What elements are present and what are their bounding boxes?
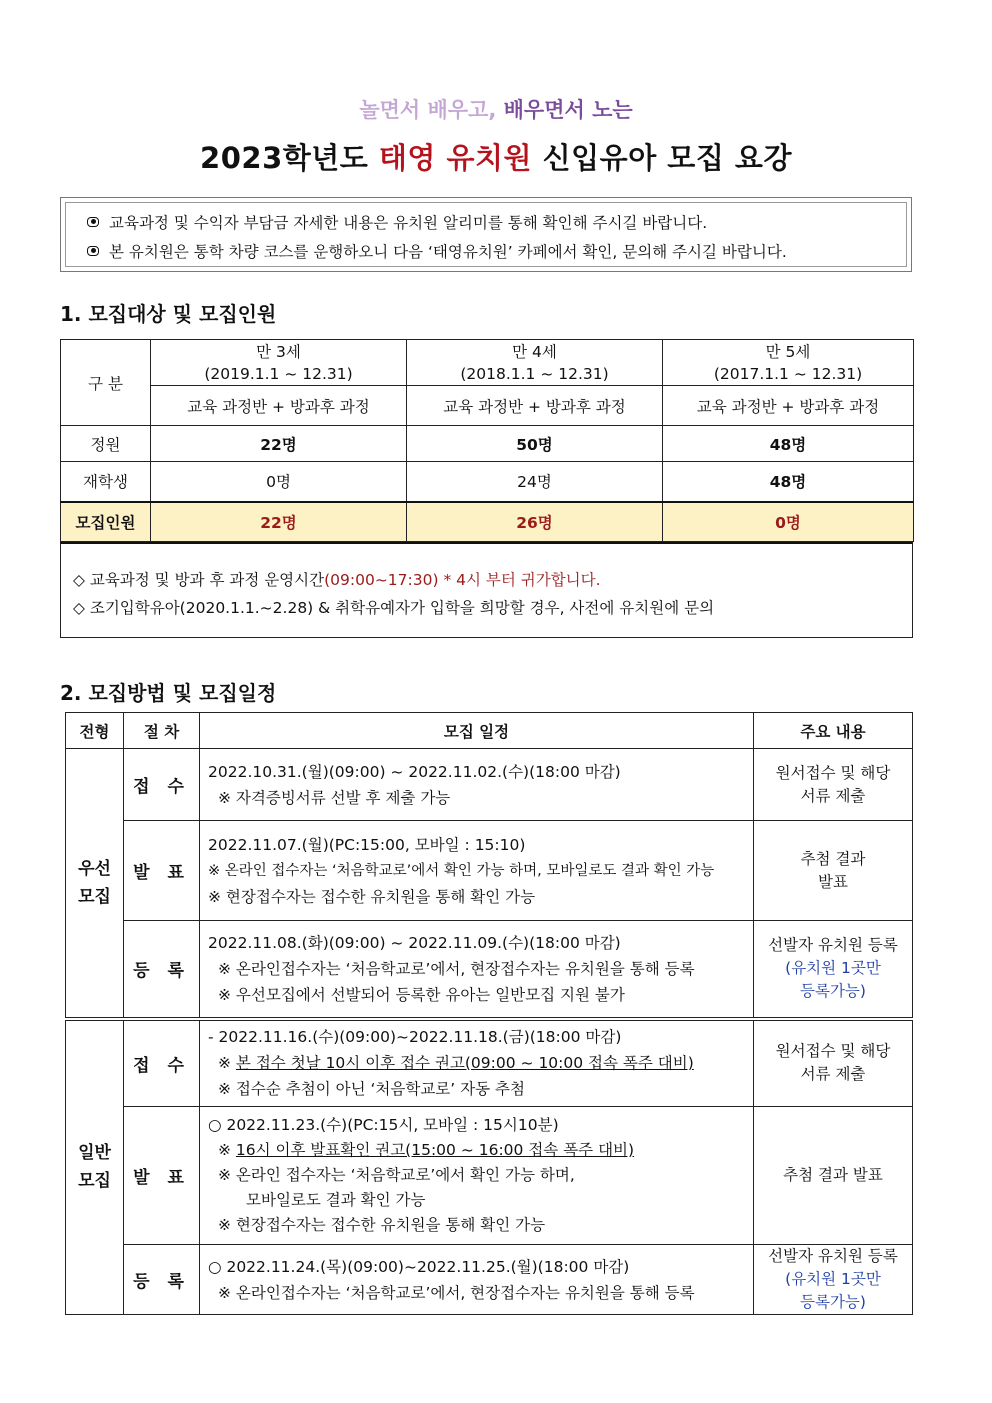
schedule-line: [208, 1050, 753, 1076]
note-2: ◇ 조기입학유아(2020.1.1.~2.28) & 취학유예자가 입학을 희망할 경우, 사전에 유치원에 문의: [73, 599, 715, 617]
age-range: (2018.1.1 ~ 12.31): [460, 364, 609, 383]
title-red: 태영 유치원: [378, 141, 533, 175]
schedule-line: ○ 2022.11.23.(수)(PC:15시, 모바일 : 15시10분): [208, 1116, 559, 1134]
schedule-cell: [200, 1019, 754, 1107]
schedule-table: [65, 712, 913, 1315]
schedule-line: ※ 접수순 추첨이 아닌 ‘처음학교로’ 자동 추첨: [218, 1080, 525, 1099]
group-label: 모집: [78, 886, 111, 907]
content-line: (유치원 1곳만: [785, 1270, 881, 1288]
content-line: 서류 제출: [800, 1065, 866, 1084]
header-content: 주요 내용: [754, 713, 913, 749]
corner-label: 구 분: [61, 340, 151, 426]
content-line: 선발자 유치원 등록: [768, 936, 898, 955]
schedule-line: 모바일로도 결과 확인 가능: [246, 1191, 426, 1209]
schedule-line: ※ 온라인 접수자는 ‘처음학교로’에서 확인 가능 하며,: [218, 1166, 575, 1184]
table-cell: 50명: [407, 426, 663, 462]
age-name: 만 5세: [765, 342, 811, 361]
enrollment-table: [60, 339, 914, 542]
section-1-heading: 1. 모집대상 및 모집인원: [60, 302, 277, 326]
step-label: 접 수: [124, 749, 200, 821]
page-title: [0, 136, 992, 177]
schedule-line: ※ 온라인접수자는 ‘처음학교로’에서, 현장접수자는 유치원을 통해 등록: [218, 959, 695, 978]
age-name: 만 4세: [512, 342, 557, 361]
step-label: 접 수: [124, 1019, 200, 1107]
note-1-text: ◇ 교육과정 및 방과 후 과정 운영시간: [73, 571, 325, 589]
schedule-cell: [200, 821, 754, 921]
content-line: 추첨 결과 발표: [783, 1166, 883, 1184]
content-line: (유치원 1곳만: [785, 959, 881, 978]
notice-line-2: [87, 240, 787, 262]
age-header: [663, 340, 914, 386]
schedule-cell: [200, 921, 754, 1019]
note-1: [73, 568, 601, 590]
notice-line-1: [87, 211, 707, 233]
header-type: 전형: [66, 713, 124, 749]
age-range: (2017.1.1 ~ 12.31): [713, 364, 863, 383]
title-post: 신입유아 모집 요강: [532, 141, 792, 175]
schedule-cell: [200, 749, 754, 821]
table-cell: 48명: [663, 462, 914, 502]
content-cell: [754, 1245, 913, 1315]
age-header: [407, 340, 663, 386]
table-cell: 0명: [663, 502, 914, 542]
row-label: 재학생: [61, 462, 151, 502]
schedule-line: ※ 우선모집에서 선발되어 등록한 유아는 일반모집 지원 불가: [218, 985, 625, 1004]
note-1-red: (09:00~17:30) * 4시 부터 귀가합니다.: [324, 571, 601, 589]
bullet-icon: [87, 217, 99, 227]
note-mark: ※: [218, 1054, 236, 1073]
notice-text-2: 본 유치원은 통학 차량 코스를 운행하오니 다음 ‘태영유치원’ 카페에서 확인, 문의해 주시길 바랍니다.: [109, 243, 787, 261]
header-schedule: 모집 일정: [200, 713, 754, 749]
age-name: 만 3세: [256, 342, 301, 361]
note-mark: ※: [218, 1141, 236, 1159]
content-line: 등록가능): [800, 1293, 866, 1311]
group-label: 우선: [78, 858, 111, 879]
schedule-line: ※ 현장접수자는 접수한 유치원을 통해 확인 가능: [218, 1216, 546, 1234]
notice-text-1: 교육과정 및 수익자 부담금 자세한 내용은 유치원 알리미를 통해 확인해 주시길 바랍니다.: [109, 214, 708, 232]
table-cell: 26명: [407, 502, 663, 542]
schedule-line: 2022.11.07.(월)(PC:15:00, 모바일 : 15:10): [208, 835, 526, 854]
schedule-line: ○ 2022.11.24.(목)(09:00)~2022.11.25.(월)(18:00 마감): [208, 1257, 630, 1276]
group-priority: [66, 749, 124, 1019]
content-cell: [754, 1019, 913, 1107]
table-cell: 0명: [151, 462, 407, 502]
content-cell: [754, 821, 913, 921]
schedule-line: ※ 온라인 접수자는 ‘처음학교로’에서 확인 가능 하며, 모바일로도 결과 확인 가능: [208, 862, 715, 879]
content-line: 서류 제출: [800, 786, 866, 805]
table-cell: 24명: [407, 462, 663, 502]
content-line: 발표: [818, 872, 848, 891]
title-pre: 2023학년도: [200, 141, 379, 175]
group-label: 일반: [78, 1143, 111, 1164]
age-header: [151, 340, 407, 386]
slogan: [0, 94, 992, 124]
schedule-line: ※ 현장접수자는 접수한 유치원을 통해 확인 가능: [208, 887, 536, 906]
course-label: 교육 과정반 + 방과후 과정: [407, 386, 663, 426]
group-label: 모집: [78, 1171, 111, 1192]
schedule-line: ※ 온라인접수자는 ‘처음학교로’에서, 현장접수자는 유치원을 통해 등록: [218, 1283, 695, 1302]
content-cell: [754, 921, 913, 1019]
schedule-line: [208, 1138, 753, 1163]
content-line: 원서접수 및 해당: [775, 1042, 891, 1061]
slogan-part1: 놀면서 배우고,: [359, 98, 504, 122]
schedule-line: 2022.11.08.(화)(09:00) ~ 2022.11.09.(수)(18:00 마감): [208, 933, 621, 952]
schedule-cell: [200, 1107, 754, 1245]
content-cell: [754, 749, 913, 821]
content-line: 등록가능): [800, 982, 866, 1001]
content-line: 선발자 유치원 등록: [768, 1247, 898, 1265]
underlined-note: 16시 이후 발표확인 권고(15:00 ~ 16:00 접속 폭주 대비): [235, 1141, 635, 1159]
table-cell: 22명: [151, 502, 407, 542]
notes-box: [60, 542, 913, 638]
schedule-line: ※ 자격증빙서류 선발 후 제출 가능: [218, 788, 451, 807]
step-label: 발 표: [124, 821, 200, 921]
underlined-note: 본 접수 첫날 10시 이후 접수 권고(09:00 ~ 10:00 접속 폭주 대비): [235, 1054, 694, 1073]
age-range: (2019.1.1 ~ 12.31): [204, 364, 353, 383]
notice-box: [60, 197, 912, 272]
row-label: 정원: [61, 426, 151, 462]
bullet-icon: [87, 246, 99, 256]
course-label: 교육 과정반 + 방과후 과정: [151, 386, 407, 426]
content-line: 추첨 결과: [800, 849, 866, 868]
table-cell: 22명: [151, 426, 407, 462]
slogan-part2: 배우면서 노는: [503, 98, 633, 122]
schedule-line: - 2022.11.16.(수)(09:00)~2022.11.18.(금)(18:00 마감): [208, 1028, 622, 1047]
group-general: [66, 1019, 124, 1315]
course-label: 교육 과정반 + 방과후 과정: [663, 386, 914, 426]
header-step: 절 차: [124, 713, 200, 749]
section-2-heading: 2. 모집방법 및 모집일정: [60, 681, 277, 705]
row-label: 모집인원: [61, 502, 151, 542]
schedule-line: 2022.10.31.(월)(09:00) ~ 2022.11.02.(수)(18:00 마감): [208, 762, 621, 781]
step-label: 발 표: [124, 1107, 200, 1245]
schedule-cell: [200, 1245, 754, 1315]
step-label: 등 록: [124, 1245, 200, 1315]
content-cell: [754, 1107, 913, 1245]
table-cell: 48명: [663, 426, 914, 462]
content-line: 원서접수 및 해당: [775, 763, 891, 782]
step-label: 등 록: [124, 921, 200, 1019]
